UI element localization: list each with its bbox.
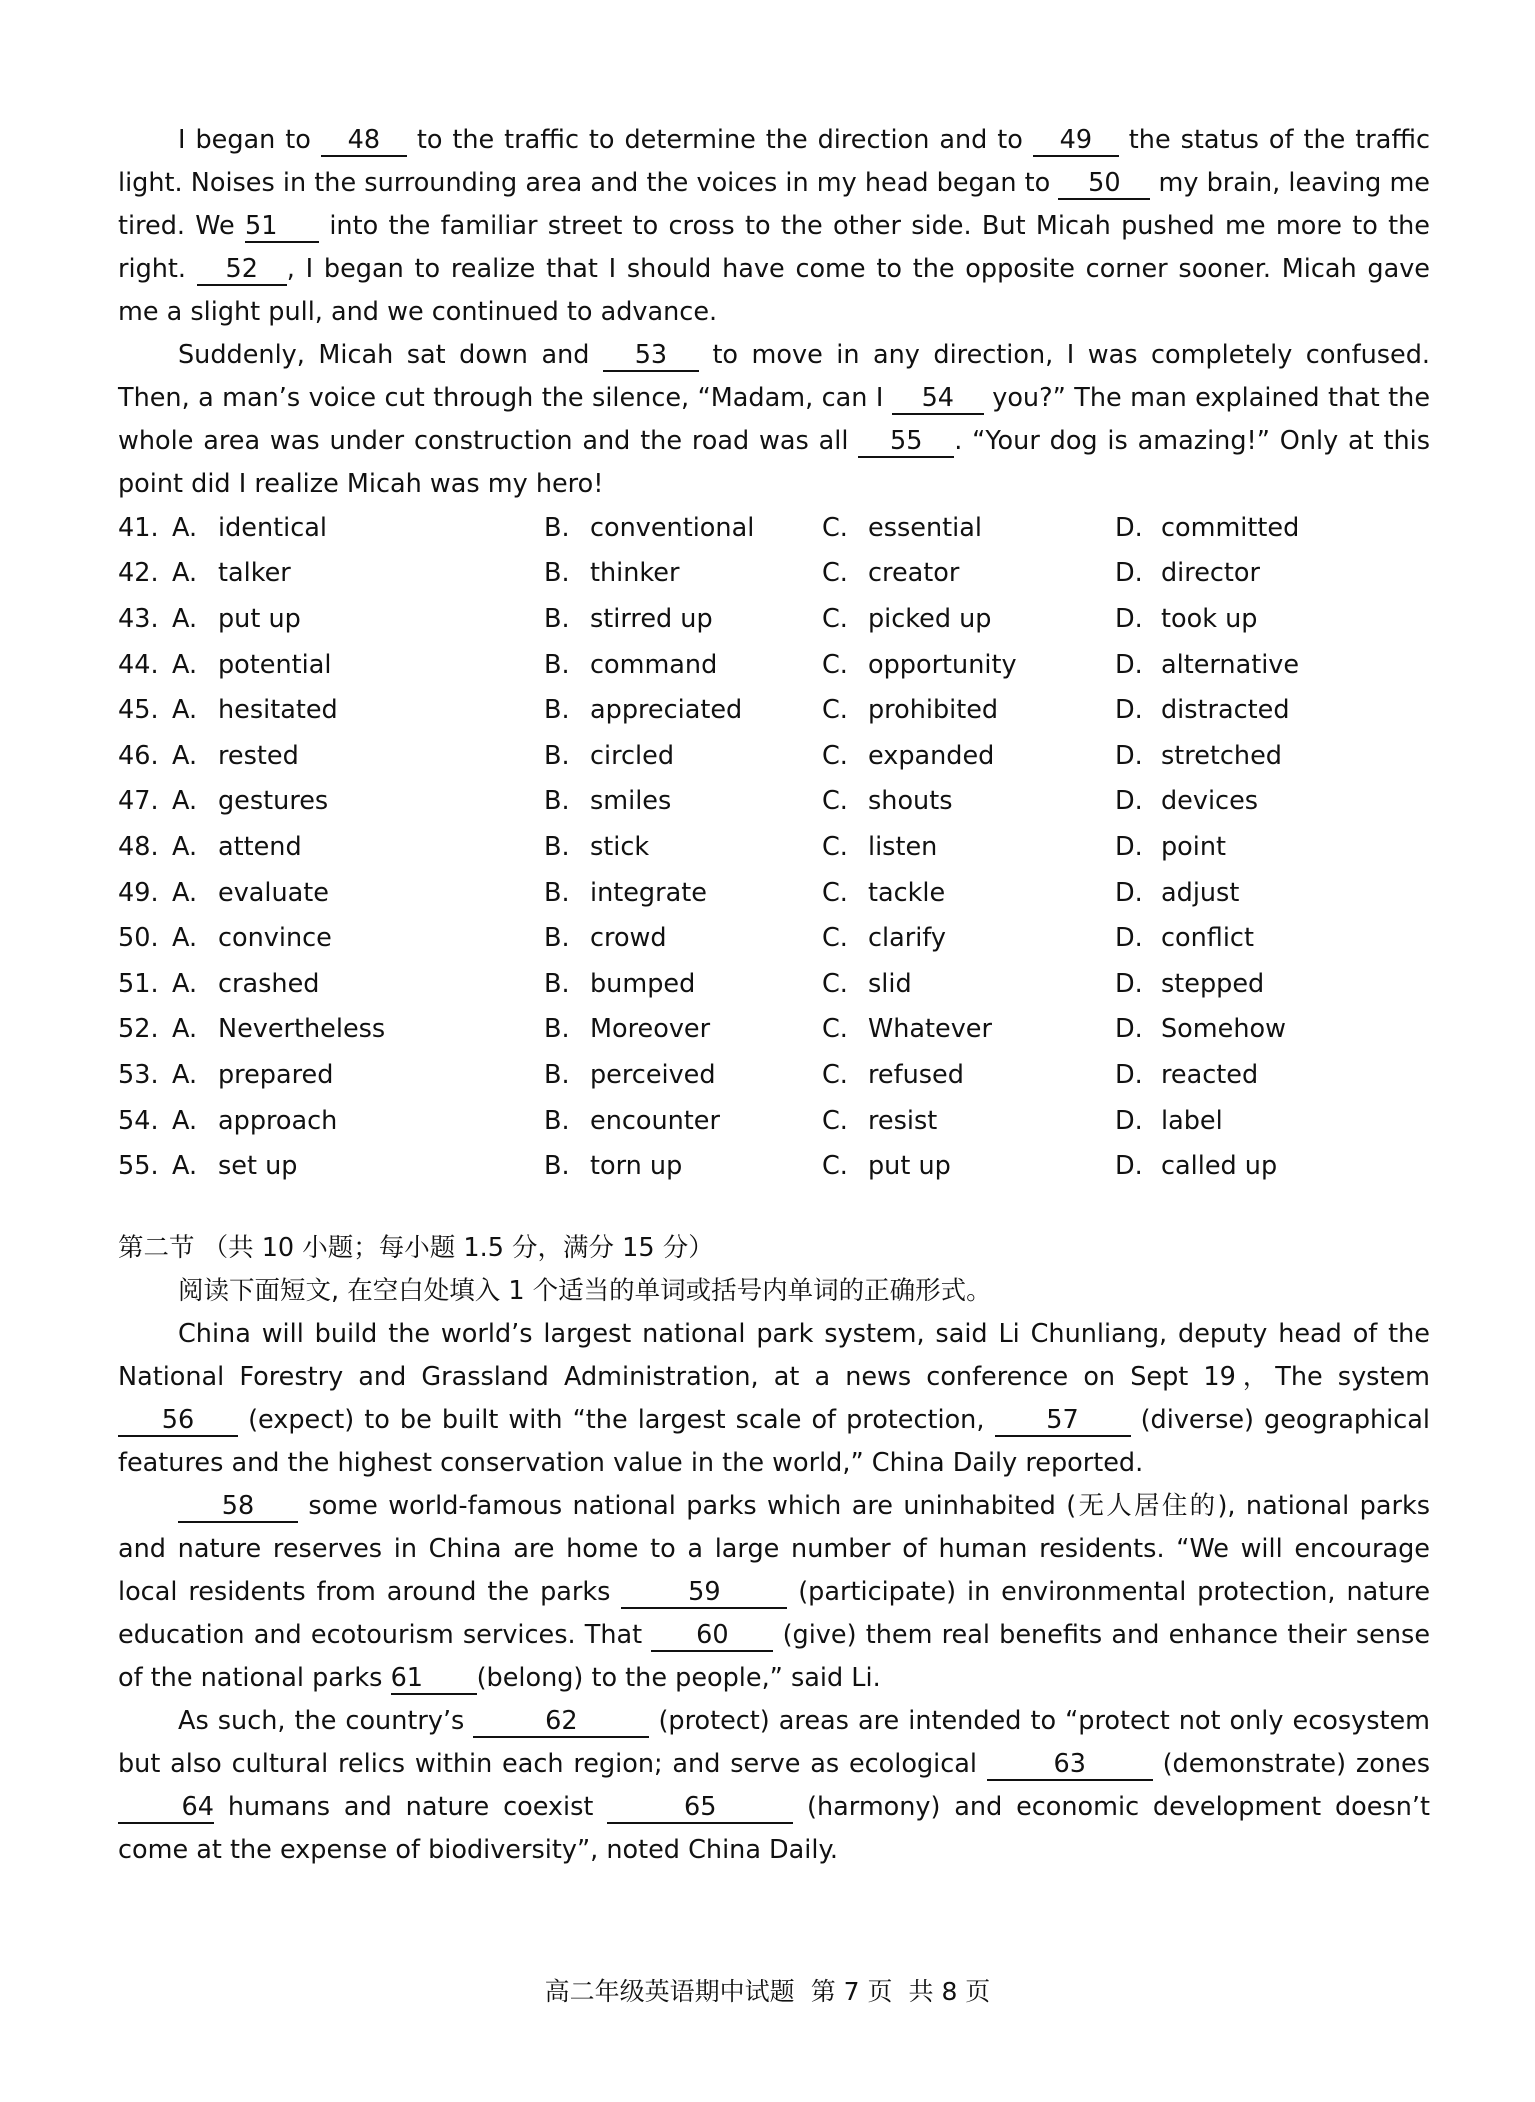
option-a [172, 1007, 544, 1053]
option-letter: A. [172, 968, 198, 999]
option-letter: B. [544, 512, 570, 543]
option-text: perceived [590, 1059, 716, 1090]
option-letter: D. [1115, 1151, 1143, 1182]
passage-text: (demonstrate) zones [1162, 1749, 1430, 1779]
option-text: adjust [1161, 877, 1240, 908]
option-letter: B. [544, 968, 570, 999]
passage-text: (belong) to the people,” said Li. [476, 1663, 881, 1693]
option-a [172, 551, 544, 597]
option-text: set up [218, 1151, 298, 1182]
option-text: integrate [590, 877, 707, 908]
option-text: approach [218, 1105, 338, 1136]
option-c [822, 596, 1115, 642]
option-letter: D. [1115, 1105, 1143, 1136]
option-text: clarify [868, 923, 946, 954]
blank-49: 49 [1033, 125, 1119, 157]
option-c [822, 870, 1115, 916]
option-letter: B. [544, 1151, 570, 1182]
question-number: 42. [118, 558, 159, 589]
option-letter: D. [1115, 558, 1143, 589]
passage-text: (harmony) and economic development doesn’t come at the expense of biodiversity”, noted China Daily. [118, 1792, 1430, 1865]
option-text: rested [218, 740, 299, 771]
option-d [1115, 1098, 1318, 1144]
option-d [1115, 779, 1318, 825]
option-letter: C. [822, 649, 848, 680]
option-letter: C. [822, 1105, 848, 1136]
option-c [822, 505, 1115, 551]
option-letter: A. [172, 603, 198, 634]
question-row [118, 1007, 1318, 1053]
option-text: stirred up [590, 603, 713, 634]
passage-text: (expect) to be built with “the largest scale of protection, [248, 1405, 985, 1435]
option-d [1115, 1007, 1318, 1053]
blank-48: 48 [321, 125, 407, 157]
cloze-paragraph-1 [118, 119, 1430, 334]
option-text: smiles [590, 786, 672, 817]
option-letter: A. [172, 1014, 198, 1045]
question-row [118, 915, 1318, 961]
option-d [1115, 1143, 1318, 1189]
option-letter: A. [172, 740, 198, 771]
option-b [544, 551, 822, 597]
option-c [822, 687, 1115, 733]
option-c [822, 824, 1115, 870]
option-a [172, 733, 544, 779]
option-text: refused [868, 1059, 964, 1090]
option-letter: C. [822, 923, 848, 954]
option-text: point [1161, 831, 1227, 862]
option-letter: C. [822, 786, 848, 817]
option-letter: A. [172, 695, 198, 726]
option-letter: A. [172, 1151, 198, 1182]
option-letter: D. [1115, 603, 1143, 634]
question-row [118, 779, 1318, 825]
option-b [544, 824, 822, 870]
option-c [822, 1052, 1115, 1098]
option-text: conventional [590, 512, 755, 543]
footer-page: 第 7 页 [810, 1977, 893, 2006]
option-text: director [1161, 558, 1260, 589]
option-d [1115, 687, 1318, 733]
option-letter: B. [544, 740, 570, 771]
option-text: picked up [868, 603, 992, 634]
passage-text: into the familiar street to cross to the other side. But Micah pushed me more to the right. [118, 211, 1430, 284]
option-text: put up [868, 1151, 951, 1182]
question-row [118, 505, 1318, 551]
option-c [822, 1007, 1115, 1053]
option-letter: B. [544, 695, 570, 726]
question-row [118, 733, 1318, 779]
option-text: reacted [1161, 1059, 1259, 1090]
blank-63: 63 [987, 1749, 1153, 1781]
option-letter: B. [544, 649, 570, 680]
question-number: 41. [118, 512, 159, 543]
option-d [1115, 551, 1318, 597]
grammar-paragraph-3 [118, 1700, 1430, 1872]
option-letter: C. [822, 695, 848, 726]
option-letter: A. [172, 1105, 198, 1136]
passage-text: , I began to realize that I should have come to the opposite corner sooner. Micah gave me a slight pull, and we continued to advance. [118, 254, 1430, 327]
option-b [544, 733, 822, 779]
option-letter: A. [172, 1059, 198, 1090]
option-text: shouts [868, 786, 953, 817]
question-row [118, 1098, 1318, 1144]
option-text: Moreover [590, 1014, 711, 1045]
option-b [544, 961, 822, 1007]
blank-64: 64 [118, 1792, 214, 1824]
option-letter: B. [544, 558, 570, 589]
option-letter: B. [544, 923, 570, 954]
question-number: 55. [118, 1151, 159, 1182]
option-c [822, 551, 1115, 597]
passage-text: (participate) in environmental protection, nature education and ecotourism services. That [118, 1577, 1431, 1650]
option-text: Nevertheless [218, 1014, 386, 1045]
option-letter: B. [544, 1014, 570, 1045]
option-d [1115, 961, 1318, 1007]
option-letter: C. [822, 1014, 848, 1045]
question-row [118, 961, 1318, 1007]
blank-50: 50 [1058, 168, 1150, 200]
blank-53: 53 [603, 340, 699, 372]
option-text: convince [218, 923, 332, 954]
option-b [544, 505, 822, 551]
option-a [172, 1098, 544, 1144]
footer-total: 共 8 页 [908, 1977, 991, 2006]
section-heading: 第二节 （共 10 小题；每小题 1.5 分，满分 15 分） [118, 1233, 714, 1263]
blank-54: 54 [892, 383, 984, 415]
option-text: thinker [590, 558, 680, 589]
option-text: hesitated [218, 695, 338, 726]
blank-61: 61 [391, 1663, 477, 1695]
option-letter: B. [544, 603, 570, 634]
option-text: distracted [1161, 695, 1290, 726]
blank-62: 62 [473, 1706, 649, 1738]
option-a [172, 642, 544, 688]
option-text: gestures [218, 786, 329, 817]
option-text: Somehow [1161, 1014, 1286, 1045]
option-a [172, 870, 544, 916]
question-row [118, 870, 1318, 916]
option-a [172, 824, 544, 870]
option-letter: B. [544, 1059, 570, 1090]
blank-52: 52 [197, 254, 287, 286]
blank-58: 58 [178, 1491, 298, 1523]
option-letter: B. [544, 831, 570, 862]
option-b [544, 1052, 822, 1098]
option-text: conflict [1161, 923, 1254, 954]
option-letter: D. [1115, 649, 1143, 680]
question-row [118, 687, 1318, 733]
option-d [1115, 642, 1318, 688]
option-text: attend [218, 831, 302, 862]
option-text: listen [868, 831, 938, 862]
option-text: creator [868, 558, 960, 589]
passage-text: to the traffic to determine the direction and to [416, 125, 1023, 155]
cloze-paragraph-2 [118, 334, 1430, 506]
option-text: talker [218, 558, 291, 589]
grammar-paragraph-2 [118, 1485, 1430, 1700]
option-a [172, 779, 544, 825]
passage-text: As such, the country’s [178, 1706, 465, 1736]
option-text: command [590, 649, 718, 680]
cloze-passage [118, 119, 1430, 506]
option-b [544, 687, 822, 733]
option-letter: C. [822, 740, 848, 771]
option-a [172, 915, 544, 961]
option-d [1115, 915, 1318, 961]
passage-text: to move in any direction, I was completely confused. Then, a man’s voice cut through the silence, “Madam, can I [118, 340, 1430, 413]
option-text: bumped [590, 968, 696, 999]
option-text: opportunity [868, 649, 1017, 680]
options-body [118, 505, 1318, 1189]
passage-text: Suddenly, Micah sat down and [178, 340, 590, 370]
option-c [822, 961, 1115, 1007]
option-text: evaluate [218, 877, 329, 908]
option-c [822, 733, 1115, 779]
option-c [822, 779, 1115, 825]
option-letter: C. [822, 512, 848, 543]
passage-text: humans and nature coexist [227, 1792, 594, 1822]
option-d [1115, 733, 1318, 779]
option-text: devices [1161, 786, 1259, 817]
option-text: crashed [218, 968, 320, 999]
option-b [544, 642, 822, 688]
option-letter: B. [544, 1105, 570, 1136]
option-text: resist [868, 1105, 938, 1136]
option-c [822, 642, 1115, 688]
grammar-fill-section [118, 1227, 1430, 1872]
option-text: potential [218, 649, 332, 680]
option-letter: A. [172, 558, 198, 589]
option-letter: D. [1115, 512, 1143, 543]
option-letter: A. [172, 877, 198, 908]
option-letter: B. [544, 877, 570, 908]
option-a [172, 596, 544, 642]
option-d [1115, 596, 1318, 642]
blank-65: 65 [607, 1792, 793, 1824]
option-c [822, 915, 1115, 961]
question-row [118, 1143, 1318, 1189]
option-letter: A. [172, 649, 198, 680]
option-text: committed [1161, 512, 1300, 543]
question-row [118, 824, 1318, 870]
option-text: circled [590, 740, 675, 771]
option-text: stick [590, 831, 650, 862]
question-row [118, 1052, 1318, 1098]
option-letter: D. [1115, 923, 1143, 954]
option-b [544, 915, 822, 961]
option-letter: B. [544, 786, 570, 817]
option-text: crowd [590, 923, 667, 954]
option-text: put up [218, 603, 301, 634]
option-letter: D. [1115, 831, 1143, 862]
question-number: 51. [118, 968, 159, 999]
passage-text: you?” The man explained that the whole area was under construction and the road was all [118, 383, 1431, 456]
option-letter: D. [1115, 695, 1143, 726]
option-text: called up [1161, 1151, 1278, 1182]
blank-56: 56 [118, 1405, 238, 1437]
option-letter: D. [1115, 968, 1143, 999]
option-text: took up [1161, 603, 1258, 634]
question-number: 48. [118, 831, 159, 862]
question-number: 54. [118, 1105, 159, 1136]
question-row [118, 642, 1318, 688]
passage-text: China will build the world’s largest national park system, said Li Chunliang, deputy head of the National Forestry and Grassland Administration, at a news conference on Sept 19，The system [118, 1319, 1430, 1392]
option-b [544, 870, 822, 916]
option-letter: C. [822, 1059, 848, 1090]
option-text: encounter [590, 1105, 720, 1136]
option-d [1115, 505, 1318, 551]
option-d [1115, 824, 1318, 870]
options-table [118, 505, 1318, 1189]
option-a [172, 505, 544, 551]
option-letter: C. [822, 558, 848, 589]
footer-title: 高二年级英语期中试题 [544, 1977, 795, 2006]
passage-text: (protect) areas are intended to “protect not only ecosystem but also cultural relics within each region; and serve as ecological [118, 1706, 1431, 1779]
passage-text: . “Your dog is amazing!” Only at this point did I realize Micah was my hero! [118, 426, 1430, 499]
question-row [118, 596, 1318, 642]
option-text: stepped [1161, 968, 1265, 999]
question-number: 49. [118, 877, 159, 908]
option-d [1115, 1052, 1318, 1098]
question-number: 45. [118, 695, 159, 726]
question-number: 50. [118, 923, 159, 954]
question-number: 53. [118, 1059, 159, 1090]
page-footer [0, 1972, 1535, 2008]
option-letter: C. [822, 603, 848, 634]
passage-text: I began to [178, 125, 311, 155]
option-a [172, 1052, 544, 1098]
option-b [544, 1098, 822, 1144]
passage-text: (diverse) geographical features and the highest conservation value in the world,” China Daily reported. [118, 1405, 1430, 1478]
option-b [544, 596, 822, 642]
option-letter: D. [1115, 877, 1143, 908]
passage-text: some world-famous national parks which are uninhabited (无人居住的), national parks and nature reserves in China are home to a large number of human residents. “We will encourage local residents from around the parks [118, 1491, 1431, 1607]
option-letter: D. [1115, 1014, 1143, 1045]
question-row [118, 551, 1318, 597]
grammar-paragraph-1 [118, 1313, 1430, 1485]
section-instruction: 阅读下面短文, 在空白处填入 1 个适当的单词或括号内单词的正确形式。 [178, 1276, 992, 1306]
blank-55: 55 [858, 426, 954, 458]
option-text: Whatever [868, 1014, 992, 1045]
passage-text: my brain, leaving me tired. We [118, 168, 1430, 241]
blank-60: 60 [651, 1620, 773, 1652]
option-letter: D. [1115, 1059, 1143, 1090]
question-number: 44. [118, 649, 159, 680]
question-number: 47. [118, 786, 159, 817]
option-a [172, 961, 544, 1007]
option-letter: A. [172, 786, 198, 817]
option-text: identical [218, 512, 327, 543]
option-b [544, 1143, 822, 1189]
blank-59: 59 [621, 1577, 787, 1609]
option-a [172, 687, 544, 733]
option-text: appreciated [590, 695, 743, 726]
passage-text: (give) them real benefits and enhance their sense of the national parks [118, 1620, 1431, 1693]
option-text: slid [868, 968, 912, 999]
blank-57: 57 [995, 1405, 1131, 1437]
option-text: torn up [590, 1151, 683, 1182]
option-letter: C. [822, 877, 848, 908]
option-b [544, 779, 822, 825]
option-letter: D. [1115, 786, 1143, 817]
option-text: label [1161, 1105, 1223, 1136]
option-c [822, 1143, 1115, 1189]
option-text: prohibited [868, 695, 999, 726]
option-text: alternative [1161, 649, 1300, 680]
option-text: prepared [218, 1059, 334, 1090]
option-b [544, 1007, 822, 1053]
option-a [172, 1143, 544, 1189]
passage-text: the status of the traffic light. Noises in the surrounding area and the voices in my head began to [118, 125, 1431, 198]
option-letter: A. [172, 923, 198, 954]
question-number: 43. [118, 603, 159, 634]
question-number: 52. [118, 1014, 159, 1045]
option-text: expanded [868, 740, 995, 771]
option-c [822, 1098, 1115, 1144]
option-letter: D. [1115, 740, 1143, 771]
blank-51: 51 [245, 211, 319, 243]
option-text: essential [868, 512, 982, 543]
question-number: 46. [118, 740, 159, 771]
option-text: stretched [1161, 740, 1282, 771]
option-letter: C. [822, 968, 848, 999]
option-letter: C. [822, 1151, 848, 1182]
option-letter: C. [822, 831, 848, 862]
option-letter: A. [172, 512, 198, 543]
option-text: tackle [868, 877, 946, 908]
option-letter: A. [172, 831, 198, 862]
option-d [1115, 870, 1318, 916]
